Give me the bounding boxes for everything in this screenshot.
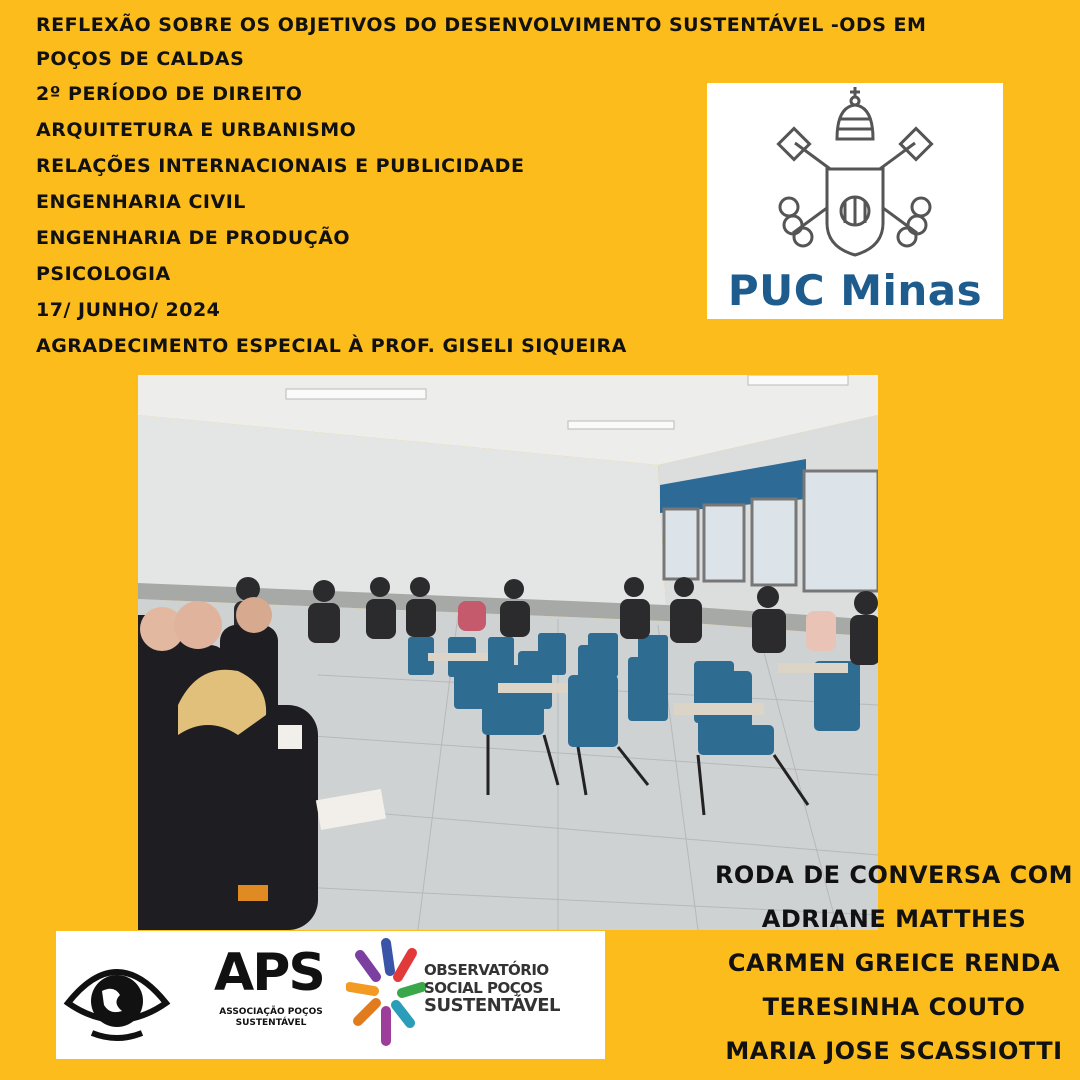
header-line: ENGENHARIA DE PRODUÇÃO <box>36 227 351 249</box>
roda-de-conversa <box>706 853 1080 1073</box>
classroom-photo <box>138 375 878 930</box>
header-line: RELAÇÕES INTERNACIONAIS E PUBLICIDADE <box>36 155 525 177</box>
puc-minas-logo <box>707 83 1003 319</box>
header-line: 2º PERÍODO DE DIREITO <box>36 83 303 105</box>
speaker-name: ADRIANE MATTHES <box>761 905 1027 933</box>
header-title: REFLEXÃO SOBRE OS OBJETIVOS DO DESENVOLVIMENTO SUSTENTÁVEL -ODS EM POÇOS DE CALDAS <box>36 14 927 70</box>
speaker-name: MARIA JOSE SCASSIOTTI <box>725 1037 1063 1065</box>
aps-subtitle-line: ASSOCIAÇÃO POÇOS <box>219 1007 323 1017</box>
observatorio-line: OBSERVATÓRIO <box>424 961 549 979</box>
observatorio-line: SUSTENTÁVEL <box>424 995 560 1016</box>
aps-subtitle <box>206 1007 336 1029</box>
observatorio-wordmark <box>424 961 604 1015</box>
observatorio-spiral-icon <box>346 937 426 1047</box>
header-line: ARQUITETURA E URBANISMO <box>36 119 357 141</box>
observatorio-line: SOCIAL POÇOS <box>424 979 543 997</box>
speaker-name: TERESINHA COUTO <box>762 993 1026 1021</box>
speaker-name: CARMEN GREICE RENDA <box>727 949 1061 977</box>
puc-crest-icon <box>707 83 1003 273</box>
aps-wordmark: APS <box>214 943 324 1003</box>
header-acknowledgement: AGRADECIMENTO ESPECIAL À PROF. GISELI SIQUEIRA <box>36 335 627 357</box>
header-line: ENGENHARIA CIVIL <box>36 191 246 213</box>
puc-minas-wordmark: PUC Minas <box>727 266 983 315</box>
partner-logos <box>56 931 605 1059</box>
roda-title: RODA DE CONVERSA COM <box>714 861 1074 889</box>
header-line: PSICOLOGIA <box>36 263 171 285</box>
aps-subtitle-line: SUSTENTÁVEL <box>235 1018 307 1028</box>
aps-eye-globe-icon <box>62 941 172 1051</box>
header-date: 17/ JUNHO/ 2024 <box>36 299 221 321</box>
